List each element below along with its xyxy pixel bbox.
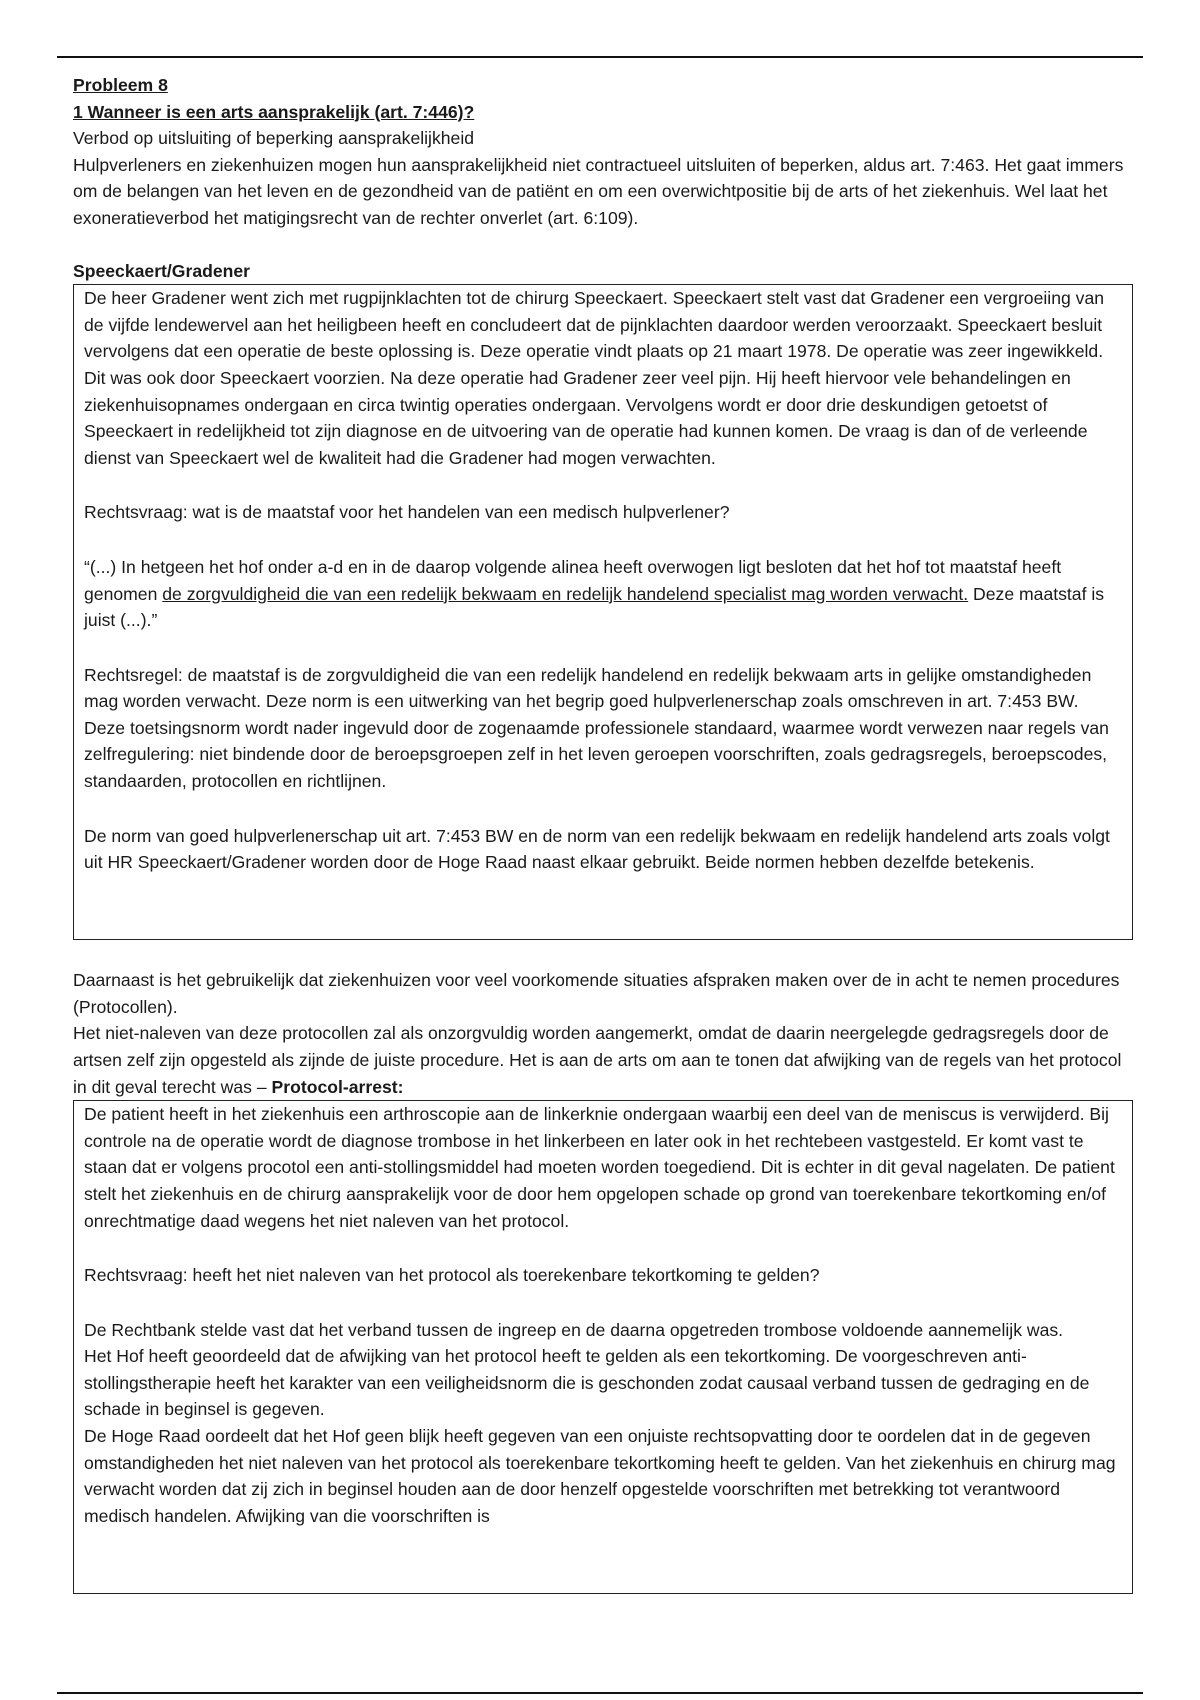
case2-question: Rechtsvraag: heeft het niet naleven van het protocol als toerekenbare tekortkoming te gelden? xyxy=(84,1265,820,1286)
case2-court-hof: Het Hof heeft geoordeeld dat de afwijking van het protocol heeft te gelden als een tekortkoming. De voorgeschreven anti-stollingstherapie heeft het karakter van een veiligheidsnorm die is geschonden zodat causaal verband tussen de gedraging en de schade in beginsel is gegeven. xyxy=(84,1346,1090,1420)
case2-court-hoge-raad: De Hoge Raad oordeelt dat het Hof geen blijk heeft gegeven van een onjuiste rechtsopvatting door te oordelen dat in de gegeven omstandigheden het niet naleven van het protocol als toerekenbare tekortkoming heeft te gelden. Van het ziekenhuis en chirurg mag verwacht worden dat zij zich in beginsel houden aan de door henzelf opgestelde voorschriften met betrekking tot verantwoord medisch handelen. Afwijking van die voorschriften is xyxy=(84,1426,1116,1526)
case2-court-rechtbank: De Rechtbank stelde vast dat het verband tussen de ingreep en de daarna opgetreden trombose voldoende aannemelijk was. xyxy=(84,1319,1064,1340)
case-norm: De norm van goed hulpverlenerschap uit art. 7:453 BW en de norm van een redelijk bekwaam en redelijk handelend arts zoals volgt uit HR Speeckaert/Gradener worden door de Hoge Raad naast elkaar gebruikt. Beide normen hebben dezelfde betekenis. xyxy=(84,825,1110,873)
protocol-arrest-label: Protocol-arrest: xyxy=(271,1076,404,1097)
document-heading: Probleem 8 xyxy=(73,75,168,95)
protocol-explanation xyxy=(73,1020,1133,1100)
document-body xyxy=(73,72,1133,1594)
top-rule xyxy=(57,56,1143,58)
quote-underlined: de zorgvuldigheid die van een redelijk bekwaam en redelijk handelend specialist mag worden verwacht. xyxy=(162,583,969,604)
case-facts: De heer Gradener went zich met rugpijnklachten tot de chirurg Speeckaert. Speeckaert stelt vast dat Gradener een vergroeiing van de vijfde lendewervel aan het heiligbeen heeft en concludeert dat de pijnklachten daardoor werden veroorzaakt. Speeckaert besluit vervolgens dat een operatie de beste oplossing is. Deze operatie vindt plaats op 21 maart 1978. De operatie was zeer ingewikkeld. Dit was ook door Speeckaert voorzien. Na deze operatie had Gradener zeer veel pijn. Hij heeft hiervoor vele behandelingen en ziekenhuisopnames ondergaan en circa twintig operaties ondergaan. Vervolgens wordt er door drie deskundigen getoetst of Speeckaert in redelijkheid tot zijn diagnose en de uitvoering van de operatie had kunnen komen. De vraag is dan of de verleende dienst van Speeckaert wel de kwaliteit had die Gradener had mogen verwachten. xyxy=(84,288,1105,468)
section-paragraph: Hulpverleners en ziekenhuizen mogen hun aansprakelijkheid niet contractueel uitsluiten of beperken, aldus art. 7:463. Het gaat immers om de belangen van het leven en de gezondheid van de patiënt en om een overwichtpositie bij de arts of het ziekenhuis. Wel laat het exoneratieverbod het matigingsrecht van de rechter onverlet (art. 6:109). xyxy=(73,154,1124,228)
case-quote xyxy=(84,554,1122,634)
quote-end: Deze maatstaf is juist (...).” xyxy=(84,583,1105,631)
protocol-intro: Daarnaast is het gebruikelijk dat ziekenhuizen voor veel voorkomende situaties afspraken maken over de in acht te nemen procedures (Protocollen). xyxy=(73,970,1120,1017)
case-box-speeckaert xyxy=(73,284,1133,940)
case-box-protocol xyxy=(73,1100,1133,1594)
case-question: Rechtsvraag: wat is de maatstaf voor het handelen van een medisch hulpverlener? xyxy=(84,502,730,523)
section-title: 1 Wanneer is een arts aansprakelijk (art. 7:446)? xyxy=(73,101,475,122)
section-subtitle: Verbod op uitsluiting of beperking aansprakelijkheid xyxy=(73,128,475,149)
bottom-rule xyxy=(57,1692,1143,1694)
case-rule: Rechtsregel: de maatstaf is de zorgvuldigheid die van een redelijk handelend en redelijk bekwaam arts in gelijke omstandigheden mag worden verwacht. Deze norm is een uitwerking van het begrip goed hulpverlenerschap zoals omschreven in art. 7:453 BW. Deze toetsingsnorm wordt nader ingevuld door de zogenaamde professionele standaard, waarmee wordt verwezen naar regels van zelfregulering: niet bindende door de beroepsgroepen zelf in het leven geroepen voorschriften, zoals gedragsregels, beroepscodes, standaarden, protocollen en richtlijnen. xyxy=(84,664,1109,792)
quote-start: “(...) In hetgeen het hof onder a-d en in de daarop volgende alinea heeft overwogen ligt besloten dat het hof tot maatstaf heeft genomen xyxy=(84,556,1062,604)
case-title: Speeckaert/Gradener xyxy=(73,260,251,281)
protocol-explanation-text: Het niet-naleven van deze protocollen zal als onzorgvuldig worden aangemerkt, omdat de daarin neergelegde gedragsregels door de artsen zelf zijn opgesteld als zijnde de juiste procedure. Het is aan de arts om aan te tonen dat afwijking van de regels van het protocol in dit geval terecht was – xyxy=(73,1023,1122,1097)
case2-facts: De patient heeft in het ziekenhuis een arthroscopie aan de linkerknie ondergaan waarbij een deel van de meniscus is verwijderd. Bij controle na de operatie wordt de diagnose trombose in het linkerbeen en later ook in het rechtebeen vastgesteld. Er komt vast te staan dat er volgens procotol een anti-stollingsmiddel had moeten worden toegediend. Dit is echter in dit geval nagelaten. De patient stelt het ziekenhuis en de chirurg aansprakelijk voor de door hem opgelopen schade op grond van toerekenbare tekortkoming en/of onrechtmatige daad wegens het niet naleven van het protocol. xyxy=(84,1104,1115,1231)
